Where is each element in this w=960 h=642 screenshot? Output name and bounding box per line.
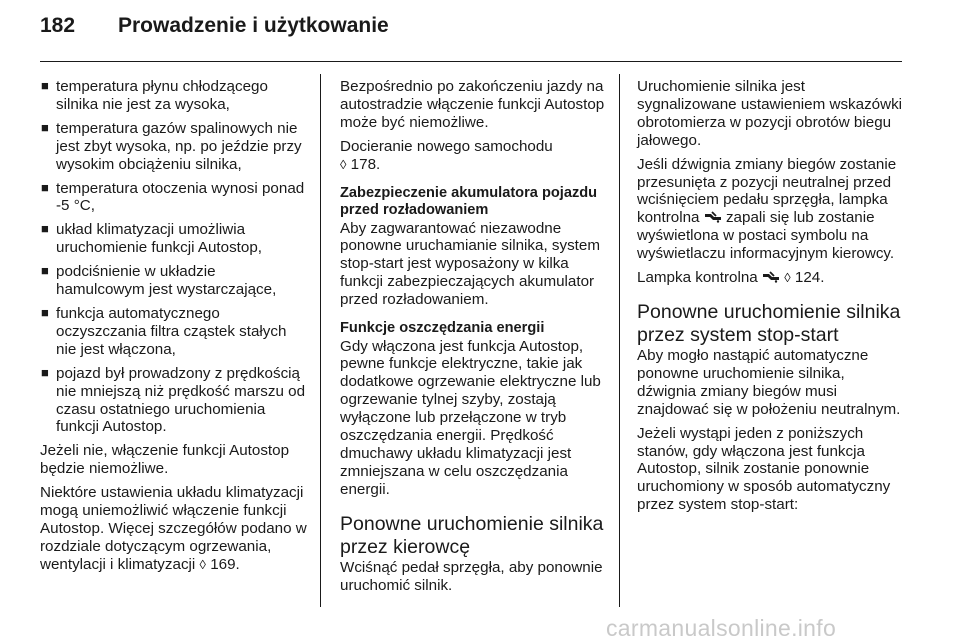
condition-list (40, 78, 308, 436)
paragraph: Gdy włączona jest funkcja Autostop, pewne funkcje elektryczne, takie jak dodatkowe ogrzewanie elektryczne lub ogrzewanie tylnej szyby, zostają wyłączone lub przełączone w tryb oszczędzania energii. Prędkość dmuchawy układu klimatyzacji jest zmniejszana w celu oszczędzania energii. (340, 337, 601, 498)
watermark: carmanualsonline.info (606, 615, 837, 641)
paragraph: Uruchomienie silnika jest sygnalizowane ustawieniem wskazówki obrotomierza w pozycji obrotów biegu jałowego. (637, 78, 903, 149)
bullet-icon: ■ (41, 221, 49, 237)
page-reference-link[interactable]: ◊ 124. (784, 269, 825, 287)
list-item: ■ temperatura płynu chłodzącego silnika nie jest za wysoka, (41, 78, 268, 113)
paragraph: Niektóre ustawienia układu klimatyzacji mogą uniemożliwić włączenie funkcji Autostop. Więcej szczegółów podano w rozdziale dotyczącym ogrzewania, wentylacji i klimatyzacji ◊ 169. (40, 484, 307, 573)
column-divider-1 (320, 74, 321, 607)
column-2 (340, 78, 606, 601)
list-item: ■ podciśnienie w układzie hamulcowym jest wystarczające, (41, 263, 277, 299)
column-3 (637, 78, 905, 520)
paragraph: Aby zagwarantować niezawodne ponowne uruchamianie silnika, system stop-start jest wyposażony w kilka funkcji zabezpieczających akumulator przed rozładowaniem. (340, 219, 601, 309)
subheading: Funkcje oszczędzania energii (340, 320, 545, 337)
paragraph: Docieranie nowego samochodu ◊ 178. (340, 137, 553, 173)
paragraph: Jeśli dźwignia zmiany biegów zostanie przesunięta z pozycji neutralnej przed wciśnięciem pedału sprzęgła, lampka kontrolna zapali się lub zostanie wyświetlona w postaci symbolu na wyświetlaczu informacyjnym kierowcy. (637, 155, 897, 263)
page-reference-link[interactable]: ◊ 178. (340, 155, 381, 173)
bullet-icon: ■ (41, 304, 49, 320)
bullet-icon: ■ (41, 179, 49, 195)
page-title: Prowadzenie i użytkowanie (118, 14, 389, 37)
header-divider (40, 61, 902, 62)
paragraph: Bezpośrednio po zakończeniu jazdy na autostradzie włączenie funkcji Autostop może być niemożliwe. (340, 78, 605, 131)
bullet-icon: ■ (41, 364, 49, 380)
reference-icon: ◊ (340, 156, 347, 172)
clutch-warning-icon (704, 211, 722, 223)
bullet-icon: ■ (41, 78, 49, 93)
paragraph: Jeżeli wystąpi jeden z poniższych stanów, gdy włączona jest funkcja Autostop, silnik zostanie ponownie uruchomiony w sposób automatyczny przez system stop-start: (637, 424, 891, 514)
reference-icon: ◊ (784, 270, 791, 286)
bullet-icon: ■ (41, 263, 49, 279)
paragraph: Wciśnąć pedał sprzęgła, aby ponownie uruchomić silnik. (340, 558, 603, 594)
list-item: ■ pojazd był prowadzony z prędkością nie mniejszą niż prędkość marszu od czasu ostatniego uruchomienia funkcji Autostop. (41, 364, 306, 436)
reference-icon: ◊ (199, 556, 206, 572)
list-item: ■ temperatura otoczenia wynosi ponad -5 °C, (41, 179, 305, 215)
list-item: ■ temperatura gazów spalinowych nie jest zbyt wysoka, np. po jeździe przy wysokim obciążeniu silnika, (41, 119, 302, 173)
bullet-icon: ■ (41, 119, 49, 135)
section-heading: Ponowne uruchomienie silnika przez system stop-start (637, 300, 901, 346)
paragraph: Lampka kontrolna ◊ 124. (637, 269, 825, 287)
list-item: ■ układ klimatyzacji umożliwia uruchomienie funkcji Autostop, (41, 221, 262, 257)
page-reference-link[interactable]: ◊ 169. (199, 555, 240, 573)
column-divider-2 (619, 74, 620, 607)
subheading: Zabezpieczenie akumulatora pojazdu przed rozładowaniem (340, 184, 598, 219)
clutch-warning-icon (762, 271, 780, 283)
section-heading: Ponowne uruchomienie silnika przez kierowcę (340, 512, 604, 558)
page-number: 182 (40, 14, 76, 37)
paragraph: Aby mogło nastąpić automatyczne ponowne uruchomienie silnika, dźwignia zmiany biegów musi znajdować się w położeniu neutralnym. (637, 346, 901, 418)
paragraph: Jeżeli nie, włączenie funkcji Autostop będzie niemożliwe. (40, 442, 290, 478)
list-item: ■ funkcja automatycznego oczyszczania filtra cząstek stałych nie jest włączona, (41, 304, 287, 358)
column-1 (40, 78, 308, 580)
